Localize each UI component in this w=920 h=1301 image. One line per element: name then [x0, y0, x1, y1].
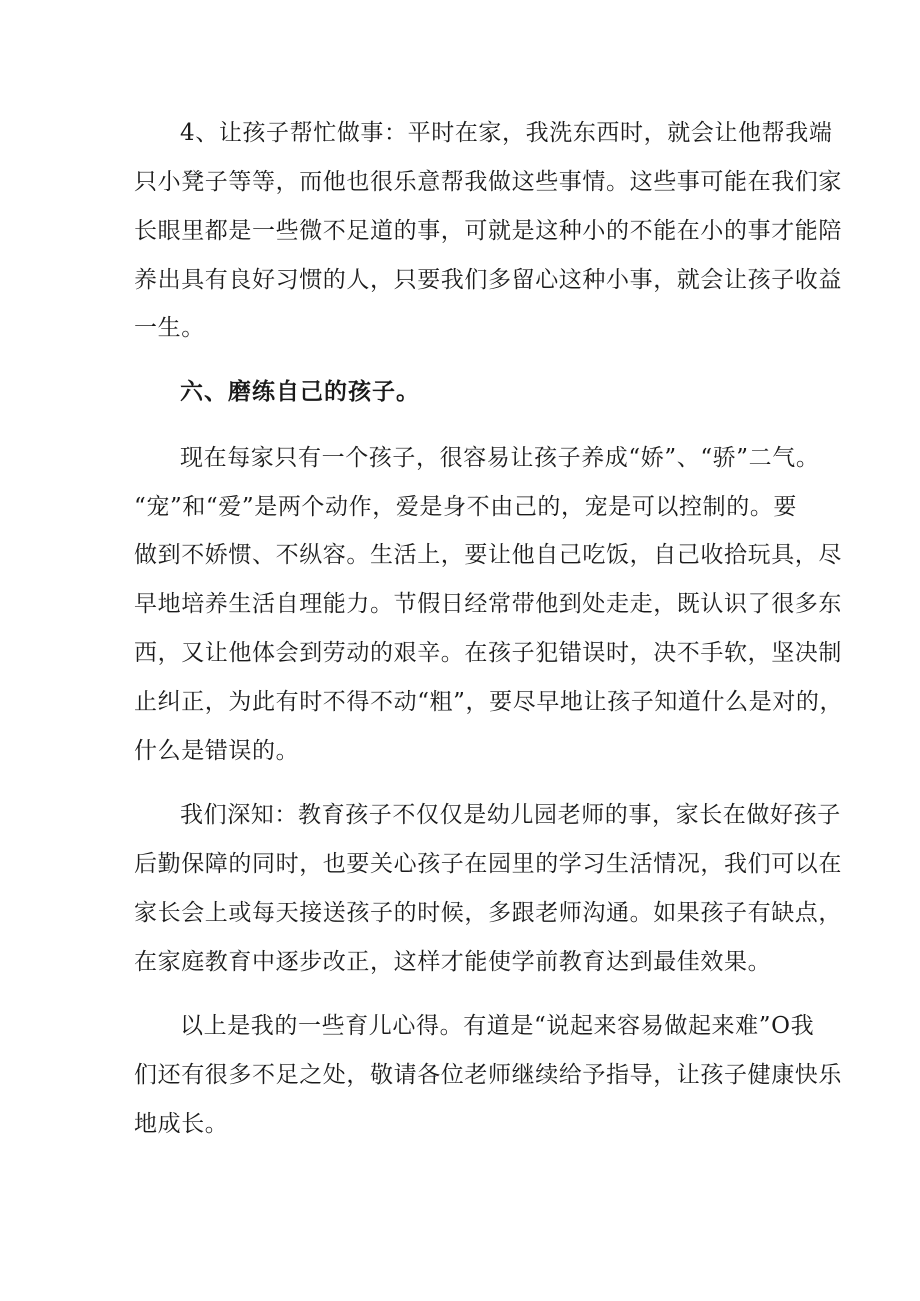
paragraph-4-line-4: 养出具有良好习惯的人，只要我们多留心这种小事，就会让孩子收益 — [134, 267, 842, 293]
section-six-line-6: 止纠正，为此有时不得不动“粗”，要尽早地让孩子知道什么是对的， — [134, 689, 844, 715]
paragraph-4-line-1: 4、让孩子帮忙做事：平时在家，我洗东西时，就会让他帮我端 — [180, 120, 833, 146]
section-six-line-1: 现在每家只有一个孩子，很容易让孩子养成“娇”、“骄”二气。 — [180, 445, 820, 471]
section-six-heading: 六、磨练自己的孩子。 — [180, 379, 420, 405]
closing-paragraph-line-2: 们还有很多不足之处，敬请各位老师继续给予指导，让孩子健康快乐 — [134, 1062, 842, 1088]
section-six-line-4: 早地培养生活自理能力。节假日经常带他到处走走，既认识了很多东 — [134, 591, 842, 617]
teachers-paragraph-line-4: 在家庭教育中逐步改正，这样才能使学前教育达到最佳效果。 — [134, 949, 772, 975]
teachers-paragraph-line-3: 家长会上或每天接送孩子的时候，多跟老师沟通。如果孩子有缺点， — [134, 900, 842, 926]
section-six-line-5: 西，又让他体会到劳动的艰辛。在孩子犯错误时，决不手软，坚决制 — [134, 640, 842, 666]
closing-paragraph-line-3: 地成长。 — [134, 1111, 229, 1137]
paragraph-4-line-5: 一生。 — [134, 315, 205, 341]
section-six-line-3: 做到不娇惯、不纵容。生活上，要让他自己吃饭，自己收拾玩具，尽 — [134, 542, 842, 568]
teachers-paragraph-line-1: 我们深知：教育孩子不仅仅是幼儿园老师的事，家长在做好孩子 — [180, 802, 841, 828]
teachers-paragraph-line-2: 后勤保障的同时，也要关心孩子在园里的学习生活情况，我们可以在 — [134, 851, 842, 877]
section-six-line-7: 什么是错误的。 — [134, 738, 300, 764]
paragraph-4-line-2: 只小凳子等等，而他也很乐意帮我做这些事情。这些事可能在我们家 — [134, 169, 842, 195]
paragraph-4-line-3: 长眼里都是一些微不足道的事，可就是这种小的不能在小的事才能陪 — [134, 218, 842, 244]
section-six-line-2: “宠”和“爱”是两个动作，爱是身不由己的，宠是可以控制的。要 — [134, 494, 798, 520]
closing-paragraph-line-1: 以上是我的一些育儿心得。有道是“说起来容易做起来难”O我 — [180, 1013, 815, 1039]
